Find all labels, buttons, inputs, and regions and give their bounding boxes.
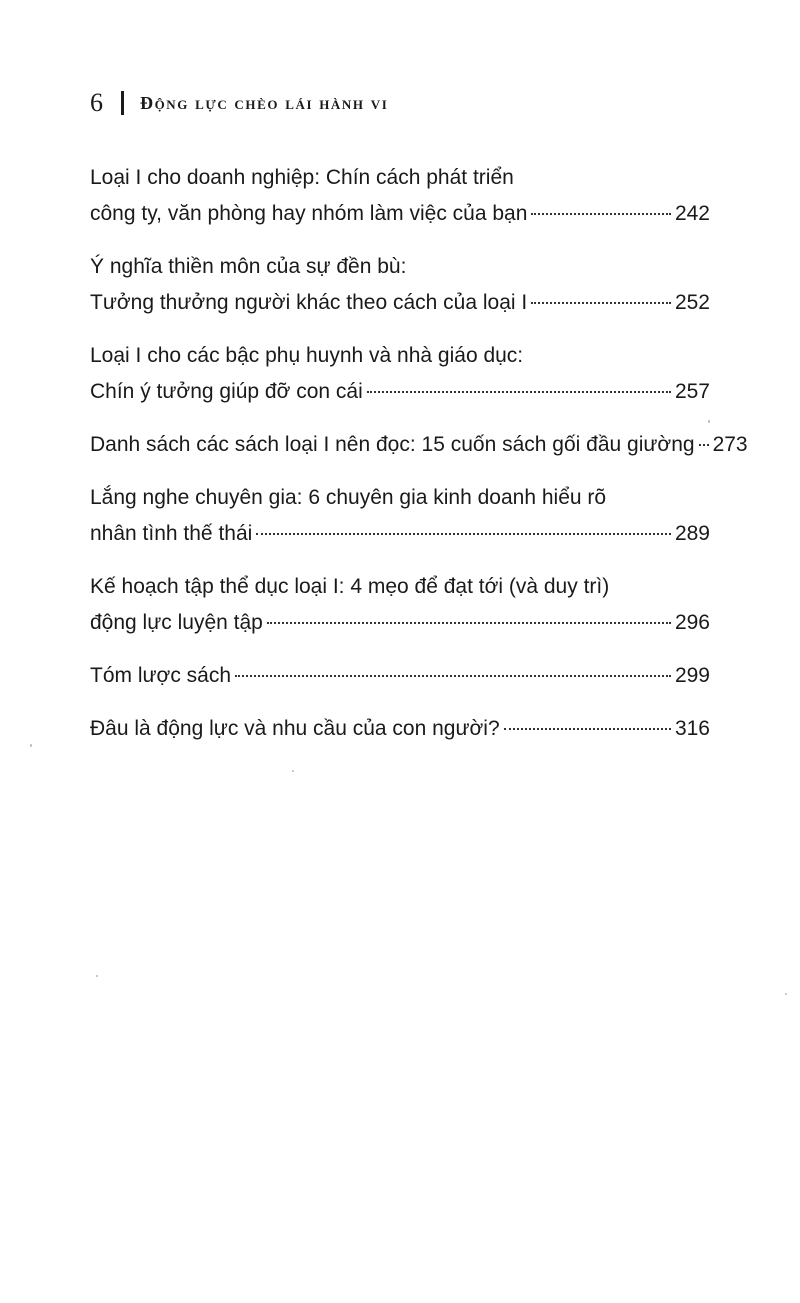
paper-speck	[785, 993, 787, 995]
toc-entry-title-line: Lắng nghe chuyên gia: 6 chuyên gia kinh doanh hiểu rõ	[90, 486, 607, 509]
toc-entry-title-line: nhân tình thế thái	[90, 522, 253, 545]
toc-entry-title-line: Tóm lược sách	[90, 664, 232, 687]
toc-entry	[90, 569, 710, 641]
toc-entry	[90, 711, 710, 747]
toc-page-number: 242	[674, 202, 710, 225]
toc-page-number: 296	[674, 611, 710, 634]
toc-page-number: 299	[674, 664, 710, 687]
toc-entry-final-line	[90, 427, 748, 463]
table-of-contents	[90, 160, 748, 764]
dot-leader	[267, 622, 671, 624]
dot-leader	[235, 675, 671, 677]
toc-entry	[90, 160, 710, 232]
toc-entry	[90, 249, 710, 321]
toc-entry-title-line: Tưởng thưởng người khác theo cách của loại I	[90, 291, 528, 314]
paper-speck	[708, 420, 710, 423]
toc-entry	[90, 480, 710, 552]
toc-entry-final-line	[90, 374, 710, 410]
toc-page-number: 289	[674, 522, 710, 545]
dot-leader	[367, 391, 671, 393]
toc-entry-final-line	[90, 658, 710, 694]
dot-leader	[531, 302, 671, 304]
paper-speck	[30, 744, 32, 747]
toc-entry-title-line: công ty, văn phòng hay nhóm làm việc của bạn	[90, 202, 528, 225]
toc-entry-title-line: Đâu là động lực và nhu cầu của con người?	[90, 717, 500, 740]
toc-page-number: 273	[712, 433, 748, 456]
toc-page-number: 257	[674, 380, 710, 403]
toc-page-number: 316	[674, 717, 710, 740]
toc-entry-title-line: Loại I cho các bậc phụ huynh và nhà giáo dục:	[90, 344, 524, 367]
toc-entry-title-line: Loại I cho doanh nghiệp: Chín cách phát triển	[90, 166, 514, 189]
toc-entry-final-line	[90, 196, 710, 232]
toc-entry-title-line: Kế hoạch tập thể dục loại I: 4 mẹo để đạt tới (và duy trì)	[90, 575, 610, 598]
dot-leader	[699, 444, 709, 446]
toc-page-number: 252	[674, 291, 710, 314]
toc-entry	[90, 427, 748, 463]
toc-entry	[90, 338, 710, 410]
paper-speck	[292, 770, 294, 772]
dot-leader	[256, 533, 671, 535]
header-separator	[121, 91, 124, 115]
paper-speck	[96, 975, 98, 977]
dot-leader	[504, 728, 671, 730]
toc-entry	[90, 658, 710, 694]
toc-entry-final-line	[90, 605, 710, 641]
toc-entry-title-line: Chín ý tưởng giúp đỡ con cái	[90, 380, 363, 403]
running-header	[90, 88, 388, 118]
toc-entry-final-line	[90, 711, 710, 747]
toc-entry-final-line	[90, 516, 710, 552]
toc-entry-final-line	[90, 285, 710, 321]
toc-entry-title-line: động lực luyện tập	[90, 611, 263, 634]
toc-entry-title-line: Ý nghĩa thiền môn của sự đền bù:	[90, 255, 407, 278]
book-title: Động lực chèo lái hành vi	[140, 93, 389, 113]
toc-entry-title-line: Danh sách các sách loại I nên đọc: 15 cuốn sách gối đầu giường	[90, 433, 695, 456]
dot-leader	[531, 213, 671, 215]
page-number: 6	[90, 88, 103, 117]
